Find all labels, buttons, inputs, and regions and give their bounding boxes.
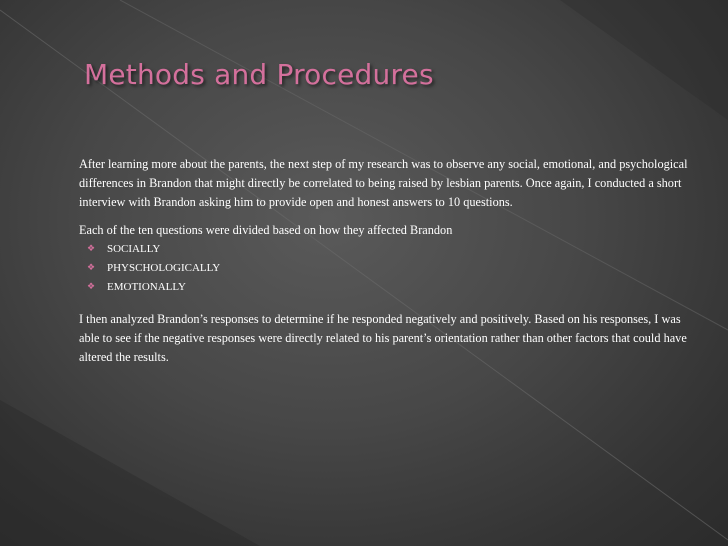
corner-wedge bbox=[560, 0, 728, 120]
list-item-label: PHYSCHOLOGICALLY bbox=[107, 262, 221, 274]
list-item-label: EMOTIONALLY bbox=[107, 281, 186, 293]
paragraph-analysis: I then analyzed Brandon’s responses to determine if he responded negatively and positively. Based on his responses, I was able to see if the negative responses were directly related to his parent’s orientation rather than other factors that could have altered the results. bbox=[79, 312, 687, 364]
slide-content bbox=[79, 155, 691, 367]
paragraph-questions: Each of the ten questions were divided based on how they affected Brandon bbox=[79, 223, 453, 237]
diamond-bullet-icon: ❖ bbox=[87, 282, 96, 292]
list-item bbox=[87, 278, 691, 297]
slide-title: Methods and Procedures bbox=[84, 58, 434, 91]
corner-wedge bbox=[0, 400, 260, 546]
diamond-bullet-icon: ❖ bbox=[87, 263, 96, 273]
diamond-bullet-icon: ❖ bbox=[87, 244, 96, 254]
category-list bbox=[79, 240, 691, 297]
list-item bbox=[87, 259, 691, 278]
list-item-label: SOCIALLY bbox=[107, 243, 161, 255]
list-item bbox=[87, 240, 691, 259]
paragraph-intro: After learning more about the parents, the next step of my research was to observe any social, emotional, and psychological differences in Brandon that might directly be correlated to being raised by lesbian parents. Once again, I conducted a short interview with Brandon asking him to provide open and honest answers to 10 questions. bbox=[79, 157, 688, 209]
